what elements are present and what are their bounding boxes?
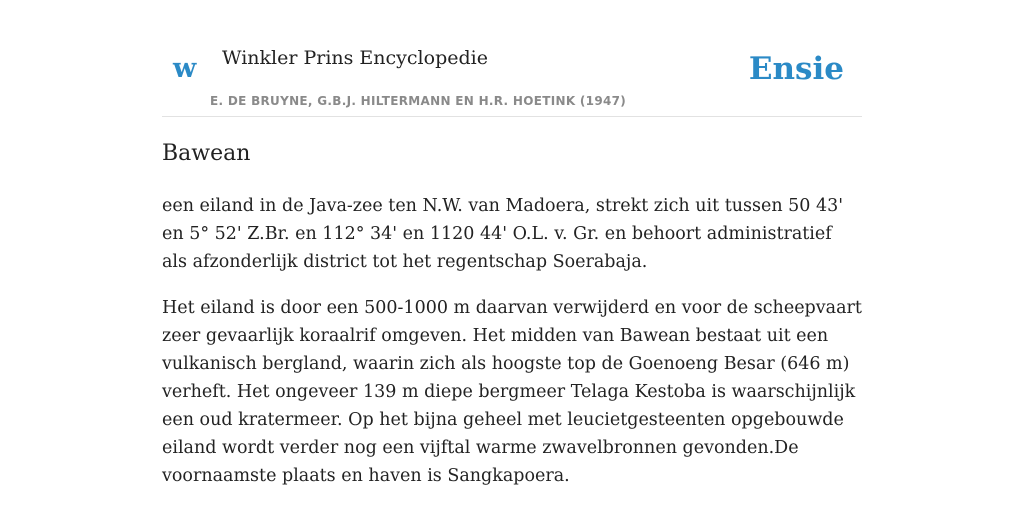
entry-paragraph: Het eiland is door een 500-1000 m daarvan verwijderd en voor de scheepvaart zeer gevaarlijk koraalrif omgeven. Het midden van Bawean bestaat uit een vulkanisch bergland, waarin zich als hoogste top de Goenoeng Besar (646 m) verheft. Het ongeveer 139 m diepe bergmeer Telaga Kestoba is waarschijnlijk een oud kratermeer. Op het bijna geheel met leucietgesteenten opgebouwde eiland wordt verder nog een vijftal warme zwavelbronnen gevonden.De voornaamste plaats en haven is Sangkapoera.	[162, 298, 862, 486]
entry-title: Bawean	[162, 141, 251, 166]
entry-body	[162, 192, 862, 508]
authors-line: E. DE BRUYNE, G.B.J. HILTERMANN EN H.R. HOETINK (1947)	[210, 94, 627, 108]
header	[162, 0, 862, 117]
encyclopedia-title[interactable]: Winkler Prins Encyclopedie	[222, 47, 488, 69]
entry-paragraph: een eiland in de Java-zee ten N.W. van Madoera, strekt zich uit tussen 50 43' en 5° 52' Z.Br. en 112° 34' en 1120 44' O.L. v. Gr. en behoort administratief als afzonderlijk district tot het regentschap Soerabaja.	[162, 196, 844, 272]
ensie-logo[interactable]: Ensie	[748, 51, 844, 87]
encyclopedia-logo-icon[interactable]: w	[173, 53, 197, 84]
